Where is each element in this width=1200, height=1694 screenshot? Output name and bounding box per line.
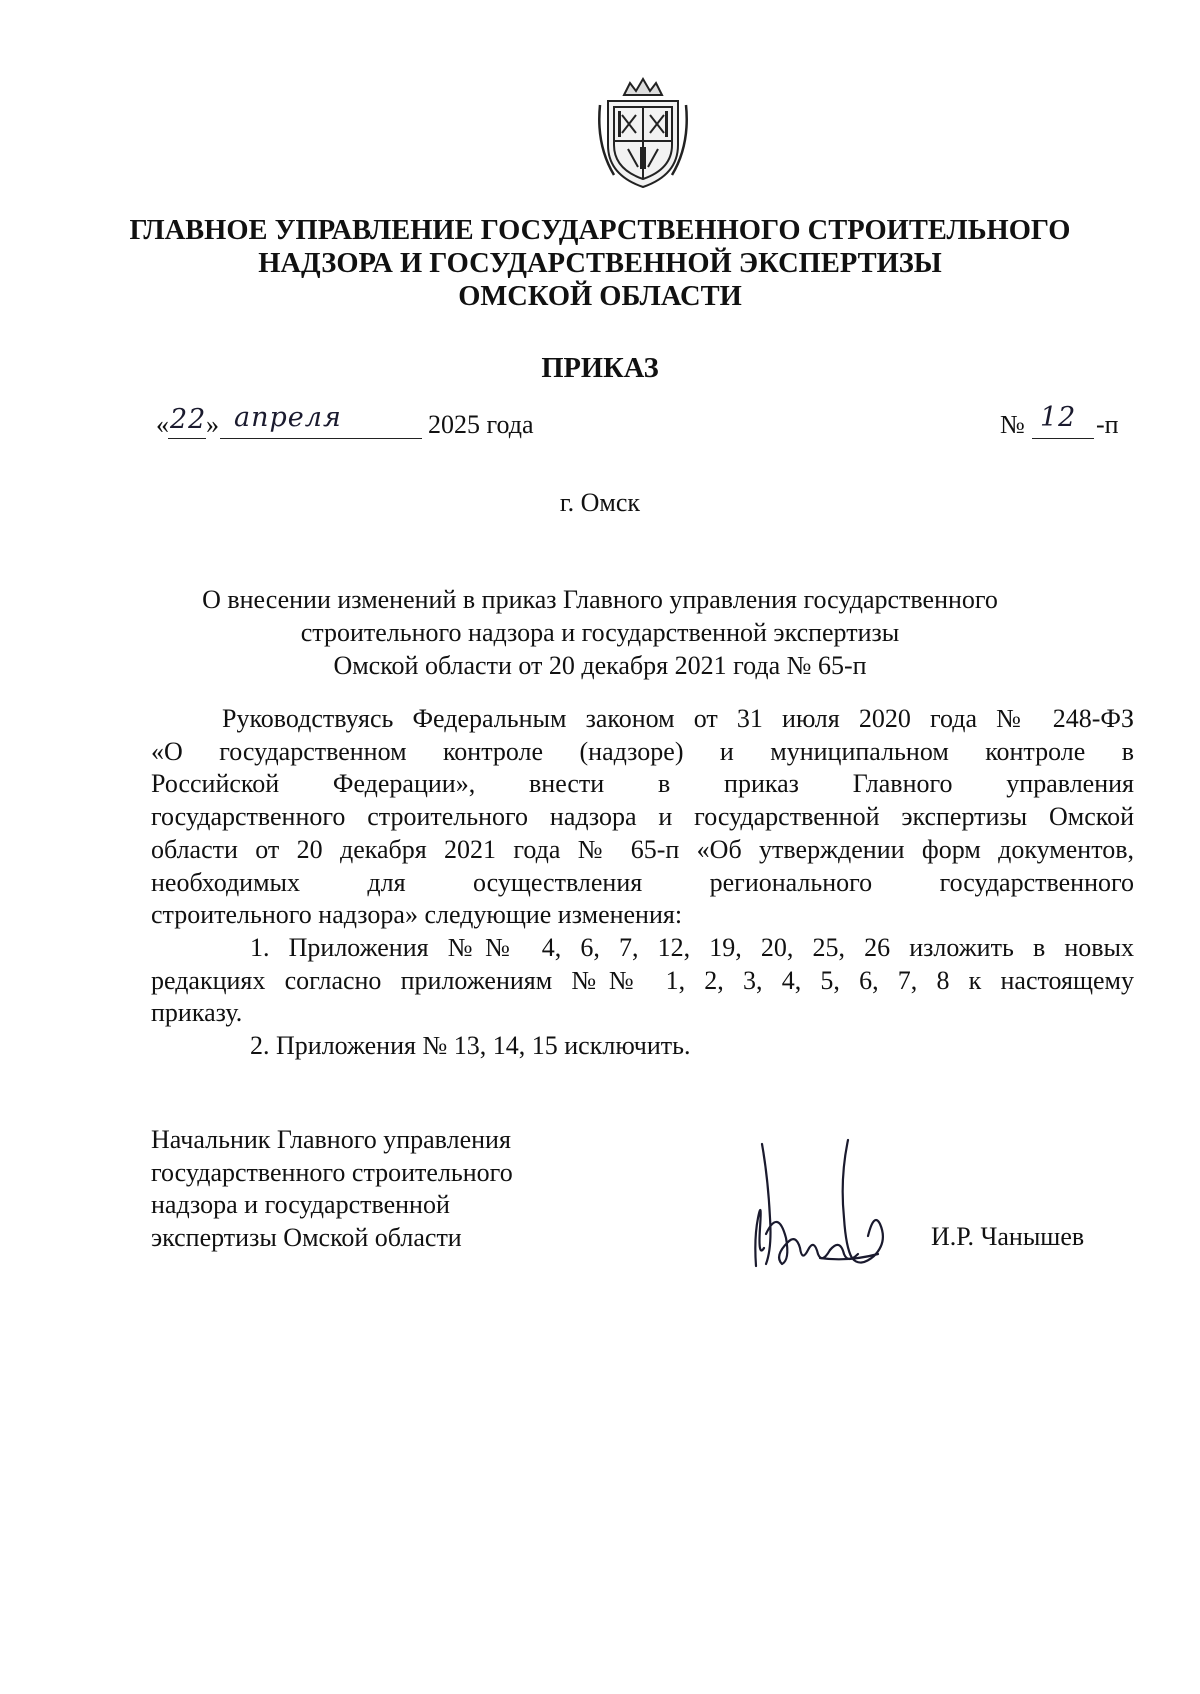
date-day-handwritten: 22: [170, 404, 207, 435]
position-line: Начальник Главного управления: [151, 1125, 511, 1154]
day-underline: [168, 438, 206, 439]
body-line: Российской Федерации», внести в приказ Главного управления: [151, 769, 1134, 799]
position-line: государственного строительного: [151, 1157, 513, 1187]
order-subject: [0, 583, 1200, 682]
org-title-line: ОМСКОЙ ОБЛАСТИ: [458, 281, 742, 312]
order-body: [151, 703, 1134, 1063]
body-line: строительного надзора» следующие изменения:: [151, 900, 683, 930]
organization-title: [0, 214, 1200, 313]
order-number-handwritten: 12: [1040, 402, 1077, 433]
date-year: 2025 года: [428, 410, 534, 439]
document-type: ПРИКАЗ: [541, 353, 659, 384]
city: г. Омск: [559, 488, 641, 517]
date-number-row: [156, 402, 1126, 448]
position-line: надзора и государственной: [151, 1190, 450, 1219]
position-line: экспертизы Омской области: [151, 1222, 462, 1252]
body-line: Руководствуясь Федеральным законом от 31 июля 2020 года № 248-ФЗ: [222, 704, 1134, 733]
body-line: «О государственном контроле (надзоре) и муниципальном контроле в: [151, 736, 1134, 766]
subject-line: О внесении изменений в приказ Главного управления государственного: [202, 585, 998, 614]
coat-of-arms-icon: [594, 75, 692, 191]
month-underline: [220, 438, 422, 439]
date-quote-open: «: [156, 410, 169, 439]
number-suffix: -п: [1096, 410, 1119, 439]
body-line: приказу.: [151, 998, 243, 1028]
subject-line: Омской области от 20 декабря 2021 года № 65-п: [333, 651, 867, 680]
number-underline: [1032, 438, 1094, 439]
signer-name: И.Р. Чанышев: [931, 1222, 1085, 1251]
org-title-line: НАДЗОРА И ГОСУДАРСТВЕННОЙ ЭКСПЕРТИЗЫ: [258, 248, 942, 279]
body-line: необходимых для осуществления регионального государственного: [151, 867, 1134, 897]
subject-line: строительного надзора и государственной экспертизы: [300, 618, 900, 647]
body-line: государственного строительного надзора и государственной экспертизы Омской: [151, 802, 1134, 832]
date-quote-close: »: [206, 410, 219, 439]
handwritten-signature: [748, 1138, 898, 1274]
date-month-handwritten: апреля: [234, 402, 342, 433]
org-title-line: ГЛАВНОЕ УПРАВЛЕНИЕ ГОСУДАРСТВЕННОГО СТРОИТЕЛЬНОГО: [129, 215, 1071, 246]
body-item-1: 1. Приложения №№ 4, 6, 7, 12, 19, 20, 25, 26 изложить в новых: [250, 932, 1134, 962]
body-line: области от 20 декабря 2021 года № 65-п «Об утверждении форм документов,: [151, 834, 1134, 864]
body-line: редакциях согласно приложениям №№ 1, 2, 3, 4, 5, 6, 7, 8 к настоящему: [151, 965, 1134, 995]
signatory-position: [151, 1124, 513, 1254]
number-label: №: [1000, 410, 1025, 439]
body-item-2: 2. Приложения № 13, 14, 15 исключить.: [250, 1031, 691, 1061]
